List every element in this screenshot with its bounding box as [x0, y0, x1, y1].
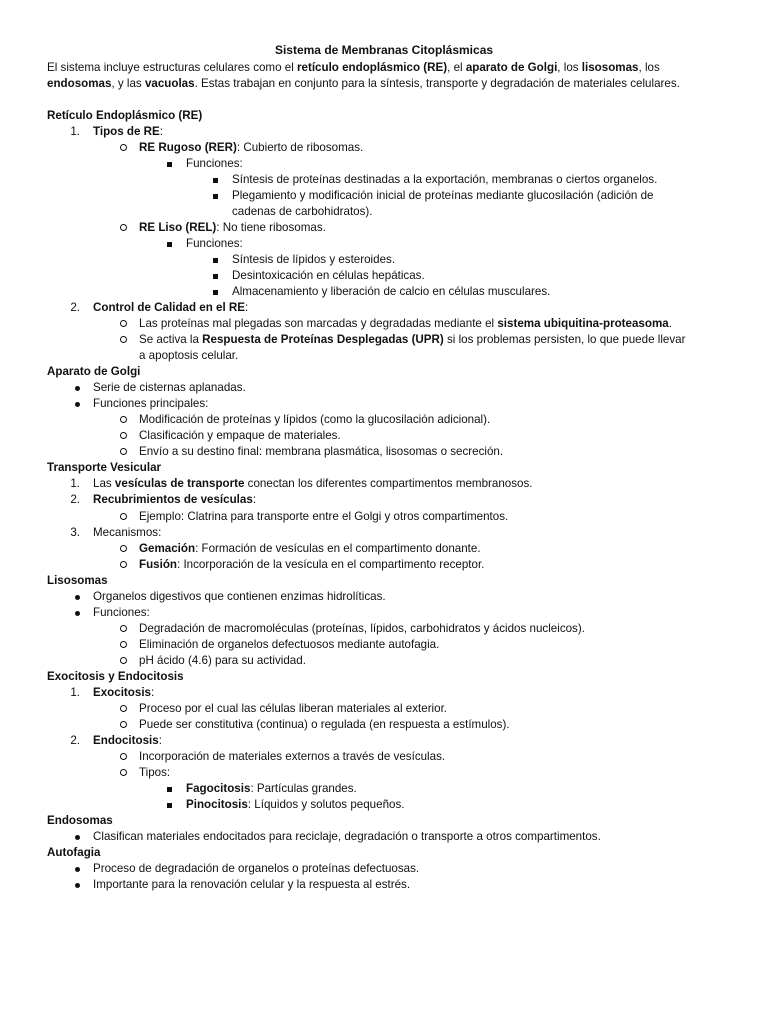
text-run: Las: [93, 477, 115, 491]
list-item: [139, 749, 445, 765]
text-run: a apoptosis celular.: [139, 349, 239, 363]
list-number: 2.: [70, 733, 80, 747]
text-run: cadenas de carbohidratos).: [232, 205, 373, 219]
text-run: Degradación de macromoléculas (proteínas, lípidos, carbohidratos y ácidos nucleicos).: [139, 621, 585, 635]
bold-term: Recubrimientos de vesículas: [93, 493, 253, 507]
bold-term: Endocitosis: [93, 733, 159, 747]
list-item: [93, 300, 248, 316]
bold-term: Respuesta de Proteínas Desplegadas (UPR): [202, 333, 444, 347]
text-run: Modificación de proteínas y lípidos (como la glucosilación adicional).: [139, 413, 491, 427]
list-item: [139, 509, 508, 525]
list-number: 1.: [70, 125, 80, 139]
bullet-circle-icon: [119, 509, 127, 525]
list-item: [232, 284, 550, 300]
bullet-circle-icon: [119, 444, 127, 460]
text-run: : No tiene ribosomas.: [216, 221, 326, 235]
text-run: Eliminación de organelos defectuosos mediante autofagia.: [139, 637, 440, 651]
list-number: 1.: [70, 685, 80, 699]
text-run: Síntesis de proteínas destinadas a la exportación, membranas o ciertos organelos.: [232, 173, 658, 187]
list-item: [93, 492, 256, 508]
text-run: Mecanismos:: [93, 525, 162, 539]
list-item: [93, 396, 208, 412]
bullet-circle-icon: [119, 428, 127, 444]
bullet-dot-icon: [73, 396, 81, 412]
text-run: :: [159, 125, 164, 139]
list-item: [139, 444, 503, 460]
bold-term: aparato de Golgi: [465, 61, 558, 74]
text-run: Síntesis de lípidos y esteroides.: [232, 253, 396, 267]
text-run: Tipos:: [139, 765, 171, 779]
bold-term: Fusión: [139, 557, 177, 571]
list-item: [186, 797, 404, 813]
list-item: [139, 316, 672, 332]
bullet-square-icon: [211, 252, 219, 268]
list-item: [139, 653, 306, 669]
list-item: [186, 781, 357, 797]
bold-term: Tipos de RE: [93, 125, 160, 139]
bullet-circle-icon: [119, 220, 127, 236]
list-item: [93, 124, 163, 140]
bullet-circle-icon: [119, 621, 127, 637]
bold-term: Gemación: [139, 541, 196, 555]
bold-term: retículo endoplásmico (RE): [297, 61, 448, 74]
bold-term: RE Rugoso (RER): [139, 141, 237, 155]
text-run: Clasificación y empaque de materiales.: [139, 429, 341, 443]
bold-term: Pinocitosis: [186, 797, 248, 811]
bullet-square-icon: [211, 268, 219, 284]
bullet-circle-icon: [119, 332, 127, 348]
section-heading: Retículo Endoplásmico (RE): [47, 109, 203, 122]
text-run: , los: [557, 61, 582, 74]
section-heading: Transporte Vesicular: [47, 461, 162, 475]
list-item: [139, 765, 170, 781]
list-item: [93, 589, 386, 605]
bullet-dot-icon: [73, 829, 81, 845]
bullet-dot-icon: [73, 589, 81, 605]
text-run: Funciones principales:: [93, 397, 209, 411]
bullet-circle-icon: [119, 557, 127, 573]
section-heading: Endosomas: [47, 813, 113, 827]
list-number: 2.: [70, 301, 80, 315]
bold-term: RE Liso (REL): [139, 221, 217, 235]
bold-term: lisosomas: [581, 61, 639, 74]
text-run: : Partículas grandes.: [250, 781, 357, 795]
text-run: Proceso de degradación de organelos o proteínas defectuosas.: [93, 861, 420, 875]
list-item: [139, 637, 439, 653]
text-run: Importante para la renovación celular y la respuesta al estrés.: [93, 877, 411, 891]
bullet-circle-icon: [119, 701, 127, 717]
bold-term: vesículas de transporte: [114, 477, 245, 491]
text-run: :: [158, 733, 162, 747]
list-item: [232, 188, 653, 204]
list-item: [186, 156, 243, 172]
bullet-circle-icon: [119, 412, 127, 428]
bold-term: Control de Calidad en el RE: [93, 301, 246, 315]
list-item: [93, 476, 533, 492]
text-run: , los: [638, 61, 660, 74]
list-item: [139, 621, 585, 637]
text-run: : Formación de vesículas en el compartimento donante.: [195, 541, 481, 555]
text-run: , el: [447, 61, 466, 74]
list-item: [139, 428, 341, 444]
text-run: Funciones:: [186, 237, 243, 251]
text-run: Serie de cisternas aplanadas.: [93, 381, 246, 395]
bullet-circle-icon: [119, 653, 127, 669]
list-item: [93, 380, 246, 396]
bold-term: Exocitosis: [93, 685, 151, 699]
text-run: : Cubierto de ribosomas.: [236, 141, 364, 155]
bullet-square-icon: [165, 797, 173, 813]
text-run: Proceso por el cual las células liberan materiales al exterior.: [139, 701, 448, 715]
text-run: : Líquidos y solutos pequeños.: [247, 797, 405, 811]
bold-term: Fagocitosis: [186, 781, 251, 795]
list-item: [93, 829, 601, 845]
list-item: [139, 541, 481, 557]
bold-term: endosomas: [47, 77, 112, 90]
text-run: :: [252, 493, 257, 507]
list-item: [139, 717, 510, 733]
bullet-circle-icon: [119, 717, 127, 733]
list-number: 3.: [70, 525, 80, 539]
bullet-dot-icon: [73, 877, 81, 893]
bold-term: sistema ubiquitina-proteasoma: [497, 317, 669, 331]
bullet-square-icon: [165, 156, 173, 172]
list-item: [232, 172, 657, 188]
list-item: [139, 701, 447, 717]
list-item: [139, 140, 363, 156]
bold-term: vacuolas: [144, 77, 195, 90]
list-item: [93, 861, 419, 877]
text-run: : Incorporación de la vesícula en el compartimento receptor.: [177, 557, 485, 571]
text-run: conectan los diferentes compartimentos membranosos.: [244, 477, 533, 491]
section-heading: Lisosomas: [47, 573, 108, 587]
list-item: [93, 733, 162, 749]
text-run: Plegamiento y modificación inicial de proteínas mediante glucosilación (adición de: [232, 189, 654, 203]
bullet-circle-icon: [119, 765, 127, 781]
list-item: [93, 877, 410, 893]
intro-paragraph: [47, 60, 719, 92]
text-run: :: [245, 301, 249, 315]
list-item: [139, 412, 490, 428]
text-run: Desintoxicación en células hepáticas.: [232, 269, 425, 283]
text-run: Se activa la: [139, 333, 203, 347]
bullet-circle-icon: [119, 541, 127, 557]
bullet-dot-icon: [73, 605, 81, 621]
list-item: [139, 220, 326, 236]
bullet-circle-icon: [119, 749, 127, 765]
section-heading: Exocitosis y Endocitosis: [47, 669, 184, 683]
bullet-square-icon: [165, 781, 173, 797]
section-heading: Aparato de Golgi: [47, 365, 141, 379]
list-item: [232, 252, 395, 268]
bullet-square-icon: [211, 188, 219, 204]
text-run: .: [668, 317, 672, 331]
text-run: Las proteínas mal plegadas son marcadas y degradadas mediante el: [139, 317, 498, 331]
list-item: [93, 685, 154, 701]
bullet-circle-icon: [119, 637, 127, 653]
list-item: [139, 557, 484, 573]
list-item: [93, 605, 150, 621]
text-run: . Estas trabajan en conjunto para la síntesis, transporte y degradación de materiales celulares.: [194, 77, 680, 90]
list-item-continuation: [139, 348, 238, 364]
text-run: Organelos digestivos que contienen enzimas hidrolíticas.: [93, 589, 386, 603]
text-run: :: [151, 685, 155, 699]
text-run: Clasifican materiales endocitados para reciclaje, degradación o transporte a otros compartimentos.: [93, 829, 601, 843]
list-number: 1.: [70, 477, 80, 491]
text-run: Incorporación de materiales externos a través de vesículas.: [139, 749, 446, 763]
bullet-dot-icon: [73, 861, 81, 877]
bullet-square-icon: [211, 284, 219, 300]
bullet-square-icon: [165, 236, 173, 252]
bullet-circle-icon: [119, 140, 127, 156]
text-run: Envío a su destino final: membrana plasmática, lisosomas o secreción.: [139, 445, 504, 459]
list-number: 2.: [70, 493, 80, 507]
text-run: , y las: [111, 77, 145, 90]
list-item: [232, 268, 425, 284]
text-run: Funciones:: [93, 605, 150, 619]
text-run: El sistema incluye estructuras celulares como el: [47, 61, 298, 74]
text-run: si los problemas persisten, lo que puede llevar: [443, 333, 686, 347]
document-title: Sistema de Membranas Citoplásmicas: [274, 43, 494, 57]
list-item: [186, 236, 243, 252]
text-run: Puede ser constitutiva (continua) o regulada (en respuesta a estímulos).: [139, 717, 510, 731]
section-heading: Autofagia: [47, 845, 101, 859]
text-run: Funciones:: [186, 157, 243, 171]
list-item-continuation: [232, 204, 373, 220]
list-item: [139, 332, 685, 348]
bullet-circle-icon: [119, 316, 127, 332]
list-item: [93, 525, 161, 541]
text-run: Almacenamiento y liberación de calcio en células musculares.: [232, 285, 551, 299]
bullet-square-icon: [211, 172, 219, 188]
text-run: pH ácido (4.6) para su actividad.: [139, 653, 306, 667]
bullet-dot-icon: [73, 380, 81, 396]
text-run: Ejemplo: Clatrina para transporte entre el Golgi y otros compartimentos.: [139, 509, 509, 523]
